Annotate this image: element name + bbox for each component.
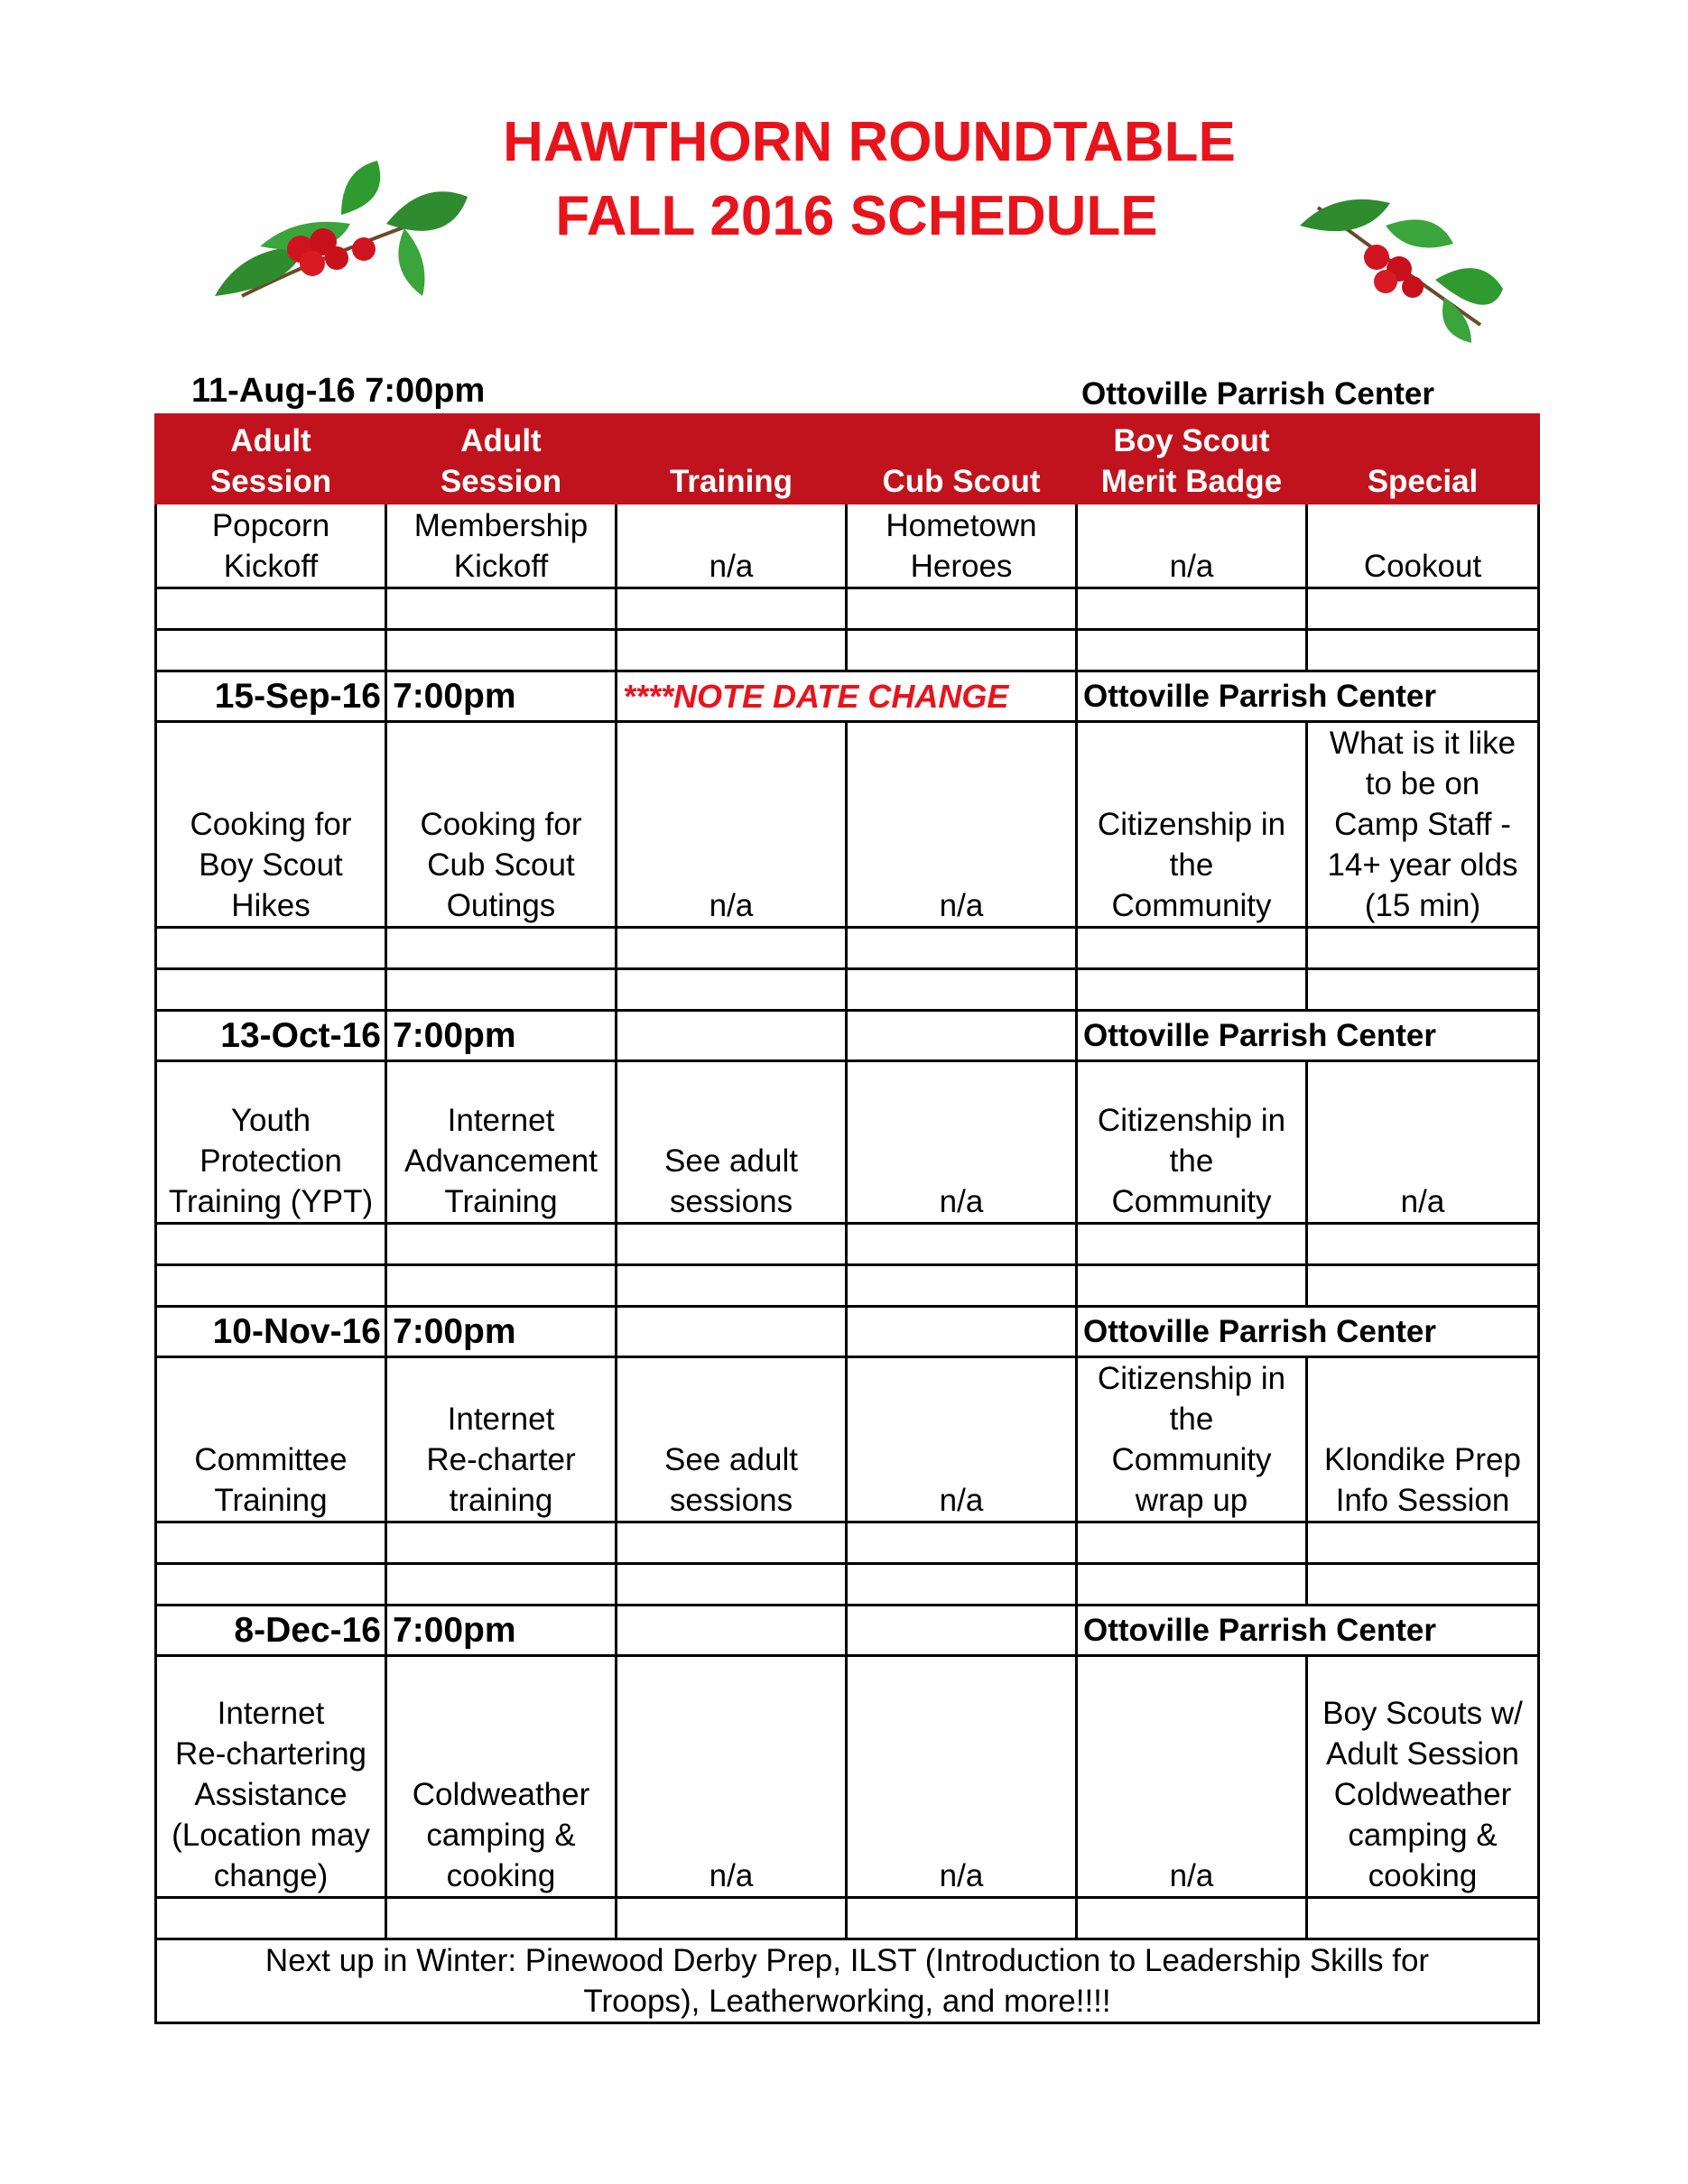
session-cell: n/a <box>1077 1656 1307 1898</box>
meeting-time: 7:00pm <box>386 671 617 722</box>
session-cell: n/a <box>847 1061 1077 1224</box>
session-cell: Citizenship in the Community <box>1077 722 1307 928</box>
first-meeting-location: Ottoville Parrish Center <box>1081 376 1434 412</box>
meeting-location: Ottoville Parrish Center <box>1077 1606 1539 1656</box>
session-cell: n/a <box>617 1656 847 1898</box>
session-cell: Youth Protection Training (YPT) <box>156 1061 386 1224</box>
column-header: Cub Scout <box>847 415 1077 504</box>
session-cell: Committee Training <box>156 1357 386 1522</box>
schedule-table <box>154 413 1540 2024</box>
blank-row <box>156 1898 1539 1939</box>
meeting-location: Ottoville Parrish Center <box>1077 671 1539 722</box>
column-header: Boy Scout Merit Badge <box>1077 415 1307 504</box>
blank-row <box>156 588 1539 630</box>
hawthorn-berries-icon <box>206 161 468 305</box>
session-cell: See adult sessions <box>617 1357 847 1522</box>
session-cell: Membership Kickoff <box>386 504 617 588</box>
meeting-date: 15-Sep-16 <box>156 671 386 722</box>
meeting-date: 8-Dec-16 <box>156 1606 386 1656</box>
session-cell: Cookout <box>1307 504 1539 588</box>
session-cell: Internet Re-chartering Assistance (Location may change) <box>156 1656 386 1898</box>
session-cell: n/a <box>1077 504 1307 588</box>
session-cell: Cooking for Cub Scout Outings <box>386 722 617 928</box>
footer-row <box>156 1939 1539 2023</box>
footer-note: Next up in Winter: Pinewood Derby Prep, ILST (Introduction to Leadership Skills for Troops), Leatherworking, and more!!!! <box>156 1939 1539 2023</box>
session-cell: What is it like to be on Camp Staff - 14+ year olds (15 min) <box>1307 722 1539 928</box>
session-cell: n/a <box>847 722 1077 928</box>
page-title: HAWTHORN ROUNDTABLE <box>503 111 1236 173</box>
meeting-date: 10-Nov-16 <box>156 1307 386 1357</box>
meeting-date-row <box>156 1307 1539 1357</box>
session-cell: n/a <box>847 1656 1077 1898</box>
column-header: Special <box>1307 415 1539 504</box>
first-meeting-date: 11-Aug-16 <box>191 372 356 410</box>
session-cell: n/a <box>617 504 847 588</box>
session-cell: Internet Advancement Training <box>386 1061 617 1224</box>
column-header: Adult Session <box>156 415 386 504</box>
meeting-time: 7:00pm <box>386 1011 617 1061</box>
session-cell: Cooking for Boy Scout Hikes <box>156 722 386 928</box>
meeting-date-row <box>156 1606 1539 1656</box>
page-subtitle: FALL 2016 SCHEDULE <box>555 185 1158 247</box>
meeting-date-row <box>156 671 1539 722</box>
meeting-date-row <box>156 1011 1539 1061</box>
blank-row <box>156 928 1539 969</box>
session-cell: n/a <box>847 1357 1077 1522</box>
session-row <box>156 504 1539 588</box>
session-cell: See adult sessions <box>617 1061 847 1224</box>
date-change-note: ****NOTE DATE CHANGE <box>617 671 1077 722</box>
session-cell: n/a <box>1307 1061 1539 1224</box>
meeting-time: 7:00pm <box>386 1307 617 1357</box>
meeting-time: 7:00pm <box>386 1606 617 1656</box>
session-cell: Internet Re-charter training <box>386 1357 617 1522</box>
session-row <box>156 1656 1539 1898</box>
blank-row <box>156 1265 1539 1307</box>
meeting-date: 13-Oct-16 <box>156 1011 386 1061</box>
session-cell: Popcorn Kickoff <box>156 504 386 588</box>
blank-row <box>156 969 1539 1011</box>
first-meeting-time: 7:00pm <box>365 372 486 410</box>
meeting-location: Ottoville Parrish Center <box>1077 1307 1539 1357</box>
blank-row <box>156 1522 1539 1564</box>
session-row <box>156 1357 1539 1522</box>
session-cell: Hometown Heroes <box>847 504 1077 588</box>
session-cell: Citizenship in the Community wrap up <box>1077 1357 1307 1522</box>
blank-row <box>156 1564 1539 1606</box>
column-header: Training <box>617 415 847 504</box>
session-cell: Citizenship in the Community <box>1077 1061 1307 1224</box>
session-row <box>156 722 1539 928</box>
session-cell: n/a <box>617 722 847 928</box>
blank-row <box>156 630 1539 671</box>
blank-row <box>156 1224 1539 1265</box>
session-row <box>156 1061 1539 1224</box>
session-cell: Klondike Prep Info Session <box>1307 1357 1539 1522</box>
meeting-location: Ottoville Parrish Center <box>1077 1011 1539 1061</box>
hawthorn-berries-icon <box>1300 190 1507 343</box>
session-cell: Coldweather camping & cooking <box>386 1656 617 1898</box>
session-cell: Boy Scouts w/ Adult Session Coldweather camping & cooking <box>1307 1656 1539 1898</box>
column-header: Adult Session <box>386 415 617 504</box>
first-meeting-datetime <box>191 368 485 413</box>
table-header-row <box>156 415 1539 504</box>
